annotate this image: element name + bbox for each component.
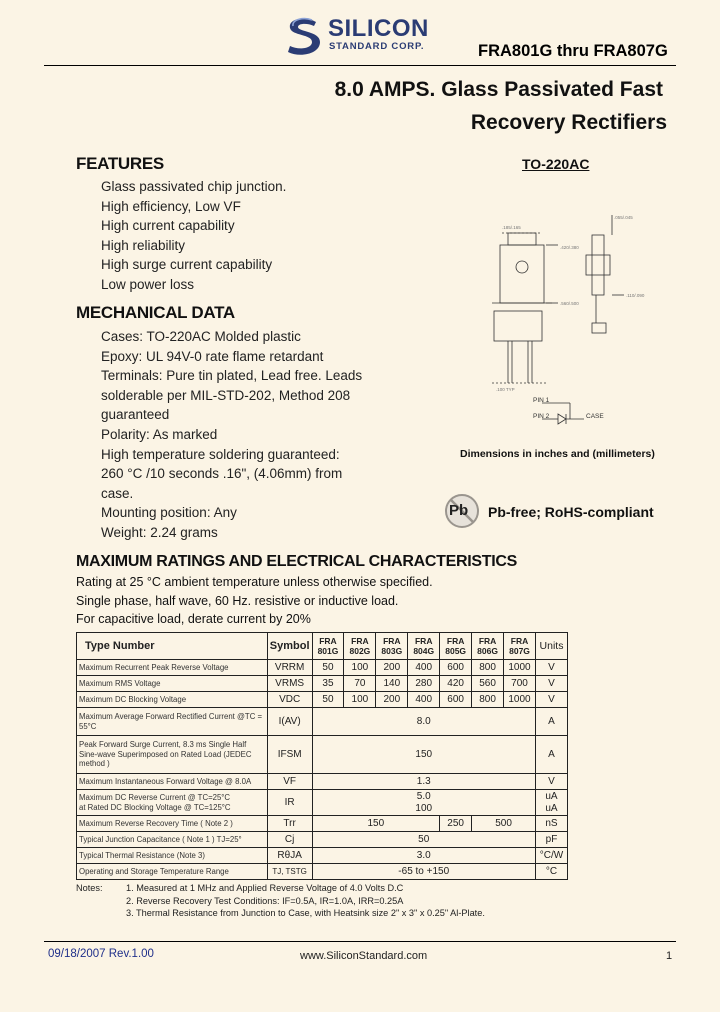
symbol-cell: Cj	[267, 832, 312, 848]
value-cell: 1.3	[312, 774, 535, 790]
table-row	[77, 864, 568, 880]
value-cell: -65 to +150	[312, 864, 535, 880]
symbol-cell: VRMS	[267, 676, 312, 692]
title-line-1: 8.0 AMPS. Glass Passivated Fast	[334, 78, 663, 101]
unit-line: uA	[545, 790, 558, 802]
value-cell: 1000	[504, 660, 536, 676]
value-cell: 420	[440, 676, 472, 692]
header-rule	[44, 65, 676, 66]
value-cell: 35	[312, 676, 344, 692]
table-row	[77, 692, 568, 708]
mechanical-line: solderable per MIL-STD-202, Method 208	[101, 387, 351, 403]
pin1-label: PIN 1	[533, 397, 550, 404]
value-cell: 100	[344, 660, 376, 676]
value-cell: 400	[408, 692, 440, 708]
unit-line: uA	[545, 802, 558, 814]
feature-item: Glass passivated chip junction.	[101, 179, 287, 194]
svg-text:.185/.165: .185/.165	[502, 225, 521, 230]
param-cell	[77, 790, 268, 816]
param-cell: Peak Forward Surge Current, 8.3 ms Single Half Sine-wave Superimposed on Rated Load (JEDEC method )	[77, 736, 268, 774]
unit-cell: V	[535, 774, 567, 790]
svg-text:.110/.090: .110/.090	[626, 293, 645, 298]
value-cell: 140	[376, 676, 408, 692]
brand-name: SILICON	[328, 15, 429, 42]
note-item: 1. Measured at 1 MHz and Applied Reverse Voltage of 4.0 Volts D.C	[126, 883, 404, 893]
feature-item: High surge current capability	[101, 257, 273, 273]
value-line: 100	[415, 802, 433, 814]
param-cell: Maximum Instantaneous Forward Voltage @ 8.0A	[77, 774, 268, 790]
svg-text:.100 TYP: .100 TYP	[496, 387, 515, 392]
table-row	[77, 848, 568, 864]
feature-item: High current capability	[101, 218, 235, 234]
value-cell: 3.0	[312, 848, 535, 864]
col-part: FRA 807G	[504, 633, 536, 660]
dimension-note: Dimensions in inches and (millimeters)	[460, 448, 655, 460]
unit-cell: °C/W	[535, 848, 567, 864]
table-row	[77, 774, 568, 790]
rating-condition: Single phase, half wave, 60 Hz. resistive or inductive load.	[76, 594, 399, 608]
value-cell: 800	[472, 692, 504, 708]
symbol-cell: RθJA	[267, 848, 312, 864]
title-line-2: Recovery Rectifiers	[470, 111, 667, 134]
table-row	[77, 816, 568, 832]
logo-swoosh-icon	[282, 16, 324, 56]
unit-cell: V	[535, 660, 567, 676]
feature-item: High reliability	[101, 237, 186, 253]
symbol-cell: IFSM	[267, 736, 312, 774]
value-cell	[312, 790, 535, 816]
value-cell: 70	[344, 676, 376, 692]
note-item: 3. Thermal Resistance from Junction to Case, with Heatsink size 2" x 3" x 0.25" Al-Plate.	[126, 908, 485, 918]
footer-page-number: 1	[666, 950, 673, 962]
value-cell: 1000	[504, 692, 536, 708]
mechanical-line: Polarity: As marked	[101, 426, 218, 442]
mechanical-line: Cases: TO-220AC Molded plastic	[101, 329, 301, 344]
value-line: 5.0	[416, 790, 431, 802]
value-cell: 500	[472, 816, 536, 832]
unit-cell	[535, 790, 567, 816]
mechanical-list	[101, 327, 362, 543]
table-row	[77, 790, 568, 816]
value-cell: 200	[376, 692, 408, 708]
col-part: FRA 801G	[312, 633, 344, 660]
col-symbol: Symbol	[267, 633, 312, 660]
rating-condition: Rating at 25 °C ambient temperature unless otherwise specified.	[76, 575, 433, 589]
rohs-badge-text: Pb	[449, 502, 469, 519]
note-item: 2. Reverse Recovery Test Conditions: IF=0.5A, IR=1.0A, IRR=0.25A	[126, 895, 404, 906]
table-header-row	[77, 633, 568, 660]
value-cell: 400	[408, 660, 440, 676]
table-row	[77, 736, 568, 774]
table-row	[77, 676, 568, 692]
feature-item: Low power loss	[101, 276, 195, 292]
footer-date-rev: 09/18/2007 Rev.1.00	[48, 948, 154, 960]
mechanical-line: Epoxy: UL 94V-0 rate flame retardant	[101, 348, 324, 364]
col-part: FRA 802G	[344, 633, 376, 660]
unit-cell: V	[535, 692, 567, 708]
value-cell: 50	[312, 832, 535, 848]
table-row	[77, 832, 568, 848]
unit-cell: °C	[535, 864, 567, 880]
value-cell: 50	[312, 692, 344, 708]
value-cell: 560	[472, 676, 504, 692]
value-cell: 700	[504, 676, 536, 692]
value-cell: 150	[312, 816, 440, 832]
mechanical-line: Terminals: Pure tin plated, Lead free. Leads	[101, 368, 363, 384]
col-units: Units	[535, 633, 567, 660]
param-cell: Maximum DC Blocking Voltage	[77, 692, 268, 708]
ratings-heading: MAXIMUM RATINGS AND ELECTRICAL CHARACTERISTICS	[76, 553, 518, 570]
mechanical-line: guaranteed	[101, 407, 170, 423]
value-cell: 50	[312, 660, 344, 676]
pin2-label: PIN 2	[533, 413, 550, 420]
symbol-cell: TJ, TSTG	[267, 864, 312, 880]
symbol-cell: VF	[267, 774, 312, 790]
col-part: FRA 804G	[408, 633, 440, 660]
mechanical-line: Weight: 2.24 grams	[101, 524, 218, 540]
table-row	[77, 708, 568, 736]
ratings-table	[76, 632, 568, 880]
footer-rule	[44, 941, 676, 942]
col-type-number: Type Number	[77, 633, 268, 660]
param-line: at Rated DC Blocking Voltage @ TC=125°C	[79, 802, 231, 812]
unit-cell: A	[535, 708, 567, 736]
param-cell: Typical Thermal Resistance (Note 3)	[77, 848, 268, 864]
col-part: FRA 805G	[440, 633, 472, 660]
param-cell: Maximum Recurrent Peak Reverse Voltage	[77, 660, 268, 676]
features-list	[101, 177, 286, 295]
col-part: FRA 806G	[472, 633, 504, 660]
unit-cell: A	[535, 736, 567, 774]
symbol-cell: VDC	[267, 692, 312, 708]
feature-item: High efficiency, Low VF	[101, 198, 241, 214]
part-range: FRA801G thru FRA807G	[478, 42, 668, 60]
value-cell: 200	[376, 660, 408, 676]
notes-label: Notes:	[76, 883, 103, 893]
value-cell: 100	[344, 692, 376, 708]
table-row	[77, 660, 568, 676]
mechanical-line: case.	[101, 485, 134, 501]
symbol-cell: IR	[267, 790, 312, 816]
rating-condition: For capacitive load, derate current by 20%	[76, 612, 311, 626]
mechanical-line: High temperature soldering guaranteed:	[101, 446, 340, 462]
mechanical-line: 260 °C /10 seconds .16", (4.06mm) from	[101, 466, 343, 482]
rohs-text: Pb-free; RoHS-compliant	[488, 504, 654, 520]
value-cell: 600	[440, 692, 472, 708]
unit-cell: pF	[535, 832, 567, 848]
param-cell: Typical Junction Capacitance ( Note 1 ) TJ=25°	[77, 832, 268, 848]
svg-text:.055/.045: .055/.045	[614, 215, 633, 220]
value-cell: 280	[408, 676, 440, 692]
package-outline-drawing	[462, 205, 662, 435]
param-cell: Maximum RMS Voltage	[77, 676, 268, 692]
mechanical-heading: MECHANICAL DATA	[76, 303, 235, 322]
package-name: TO-220AC	[522, 156, 590, 172]
symbol-cell: I(AV)	[267, 708, 312, 736]
case-label: CASE	[586, 413, 604, 420]
features-heading: FEATURES	[76, 154, 164, 173]
footer-url[interactable]: www.SiliconStandard.com	[300, 950, 428, 962]
value-cell: 600	[440, 660, 472, 676]
param-cell: Operating and Storage Temperature Range	[77, 864, 268, 880]
notes	[76, 882, 485, 920]
unit-cell: nS	[535, 816, 567, 832]
value-cell: 150	[312, 736, 535, 774]
param-cell: Maximum Average Forward Rectified Current @TC = 55°C	[77, 708, 268, 736]
param-line: Maximum DC Reverse Current @ TC=25°C	[79, 793, 231, 802]
mechanical-line: Mounting position: Any	[101, 505, 237, 521]
svg-text:.420/.380: .420/.380	[560, 245, 579, 250]
value-cell: 8.0	[312, 708, 535, 736]
value-cell: 800	[472, 660, 504, 676]
param-cell: Maximum Reverse Recovery Time ( Note 2 )	[77, 816, 268, 832]
svg-text:.560/.500: .560/.500	[560, 301, 579, 306]
value-cell: 250	[440, 816, 472, 832]
unit-cell: V	[535, 676, 567, 692]
symbol-cell: VRRM	[267, 660, 312, 676]
symbol-cell: Trr	[267, 816, 312, 832]
col-part: FRA 803G	[376, 633, 408, 660]
brand-subtitle: STANDARD CORP.	[329, 41, 425, 52]
